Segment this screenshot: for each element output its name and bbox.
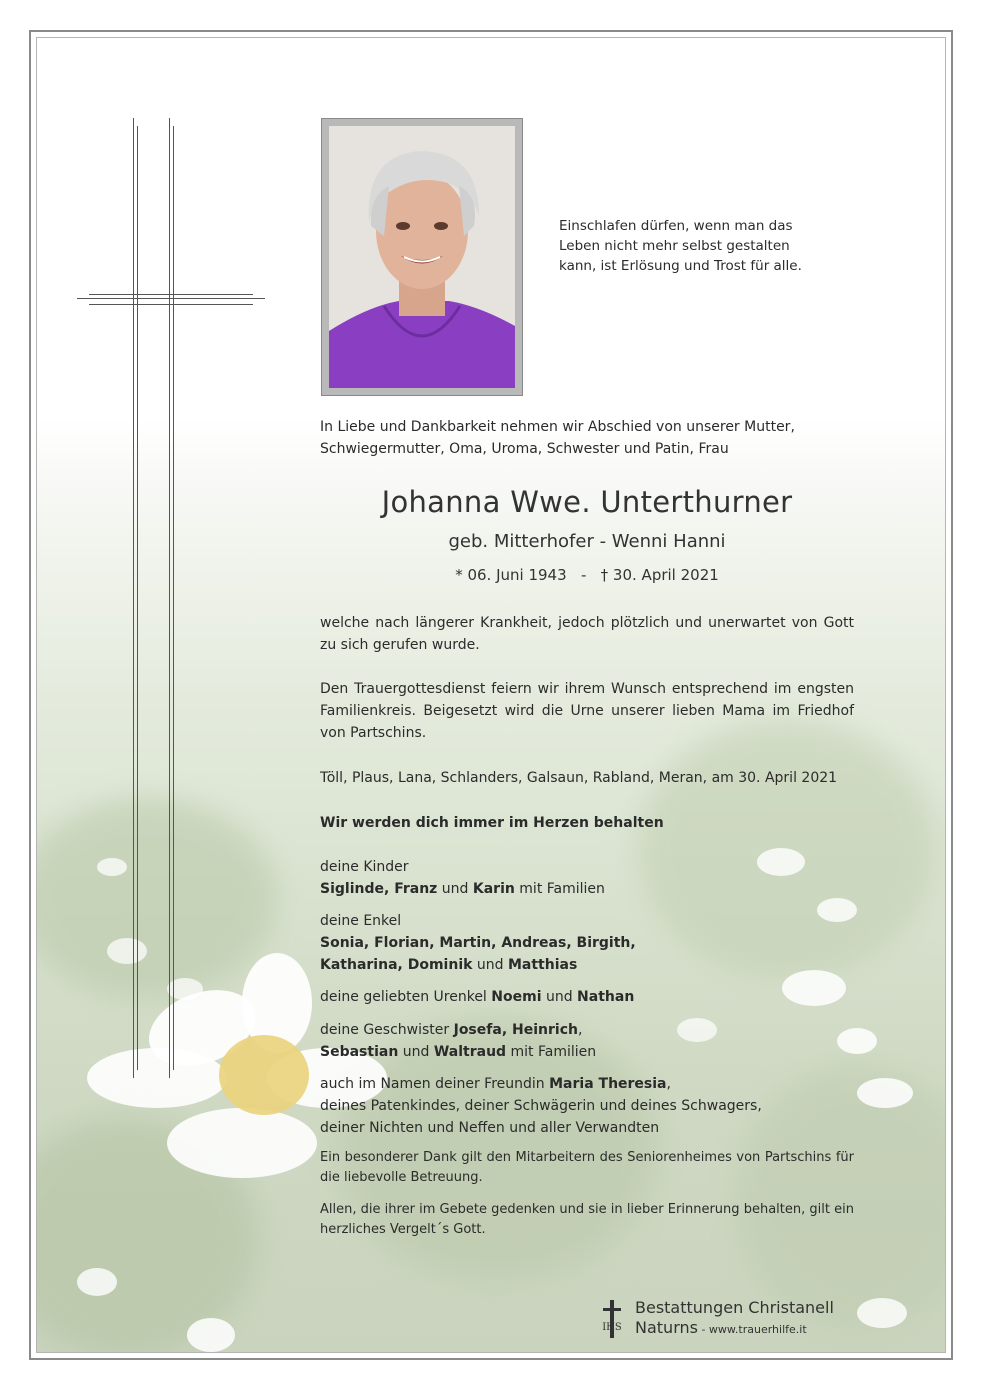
great-grandchildren-label: deine geliebten Urenkel <box>320 989 492 1005</box>
children-label: deine Kinder <box>320 859 409 875</box>
grandchild-name: Matthias <box>507 957 578 973</box>
grandchild-name: Dominik <box>407 957 473 973</box>
sibling-name: Josefa <box>453 1022 502 1038</box>
place-date: Töll, Plaus, Lana, Schlanders, Galsaun, Rabland, Meran, am 30. April 2021 <box>320 770 838 786</box>
intro-text <box>320 416 854 460</box>
motto: Wir werden dich immer im Herzen behalten <box>320 815 664 831</box>
separator: , <box>383 881 395 897</box>
daisy-center <box>219 1035 309 1115</box>
website-link[interactable]: - www.trauerhilfe.it <box>697 1323 807 1336</box>
portrait-image <box>329 126 515 388</box>
separator: und <box>541 989 578 1005</box>
friend-label: auch im Namen deiner Freundin <box>320 1076 550 1092</box>
svg-text:IHS: IHS <box>602 1322 622 1333</box>
paragraph-service: Den Trauergottesdienst feiern wir ihrem Wunsch entsprechend im engsten Familienkreis. Beigesetzt wird die Urne unserer lieben Mama im Friedhof von Partschins. <box>320 681 854 741</box>
suffix-text: mit Familien <box>514 881 605 897</box>
separator: , <box>666 1076 671 1092</box>
separator: , <box>397 957 408 973</box>
separator: , <box>577 1022 583 1038</box>
quote-line: kann, ist Erlösung und Trost für alle. <box>559 258 802 274</box>
paragraph-illness: welche nach längerer Krankheit, jedoch plötzlich und unerwartet von Gott zu sich gerufen wurde. <box>320 615 854 653</box>
separator: und <box>472 957 508 973</box>
mourners-children <box>320 856 854 900</box>
birth-name: geb. Mitterhofer - Wenni Hanni <box>448 531 726 552</box>
intro-line: Schwiegermutter, Oma, Uroma, Schwester und Patin, Frau <box>320 441 729 457</box>
siblings-label: deine Geschwister <box>320 1022 454 1038</box>
separator: und <box>398 1044 434 1060</box>
portrait-photo <box>321 118 523 396</box>
grandchildren-line: Sonia, Florian, Martin, Andreas, Birgith, <box>320 935 636 951</box>
grandchild-name: Katharina <box>320 957 398 973</box>
separator: , <box>501 1022 513 1038</box>
friend-line: deiner Nichten und Neffen und aller Verwandten <box>320 1120 660 1136</box>
suffix-text: mit Familien <box>506 1044 597 1060</box>
quote-line: Leben nicht mehr selbst gestalten <box>559 238 790 254</box>
separator: und <box>437 881 473 897</box>
child-name: Franz <box>394 881 438 897</box>
intro-line: In Liebe und Dankbarkeit nehmen wir Abschied von unserer Mutter, <box>320 419 795 435</box>
great-grandchild-name: Nathan <box>577 989 635 1005</box>
mourners-siblings <box>320 1019 854 1063</box>
friend-line: deines Patenkindes, deiner Schwägerin und deines Schwagers, <box>320 1098 762 1114</box>
notice-card <box>36 37 946 1353</box>
thanks-prayers: Allen, die ihrer im Gebete gedenken und sie in lieber Erinnerung behalten, gilt ein herzliches Vergelt´s Gott. <box>320 1202 854 1237</box>
thanks-staff: Ein besonderer Dank gilt den Mitarbeitern des Seniorenheimes von Partschins für die liebevolle Betreuung. <box>320 1150 854 1185</box>
great-grandchild-name: Noemi <box>491 989 542 1005</box>
life-dates: * 06. Juni 1943 - † 30. April 2021 <box>455 566 719 584</box>
sibling-name: Waltraud <box>433 1044 507 1060</box>
deceased-name: Johanna Wwe. Unterthurner <box>381 485 793 519</box>
mourners-grandchildren <box>320 910 854 976</box>
quote-line: Einschlafen dürfen, wenn man das <box>559 218 793 234</box>
sibling-name: Heinrich <box>512 1022 578 1038</box>
funeral-home-logo <box>597 1298 897 1342</box>
funeral-home-name: Bestattungen Christanell <box>635 1298 834 1317</box>
ihs-cross-icon <box>597 1300 627 1340</box>
child-name: Siglinde <box>320 881 384 897</box>
child-name: Karin <box>472 881 515 897</box>
sibling-name: Sebastian <box>320 1044 399 1060</box>
friend-name: Maria Theresia <box>549 1076 667 1092</box>
quote <box>559 216 839 276</box>
funeral-home-place: Naturns <box>635 1318 698 1337</box>
mourners-friend <box>320 1073 854 1139</box>
mourners-great-grandchildren <box>320 986 854 1008</box>
grandchildren-label: deine Enkel <box>320 913 402 929</box>
